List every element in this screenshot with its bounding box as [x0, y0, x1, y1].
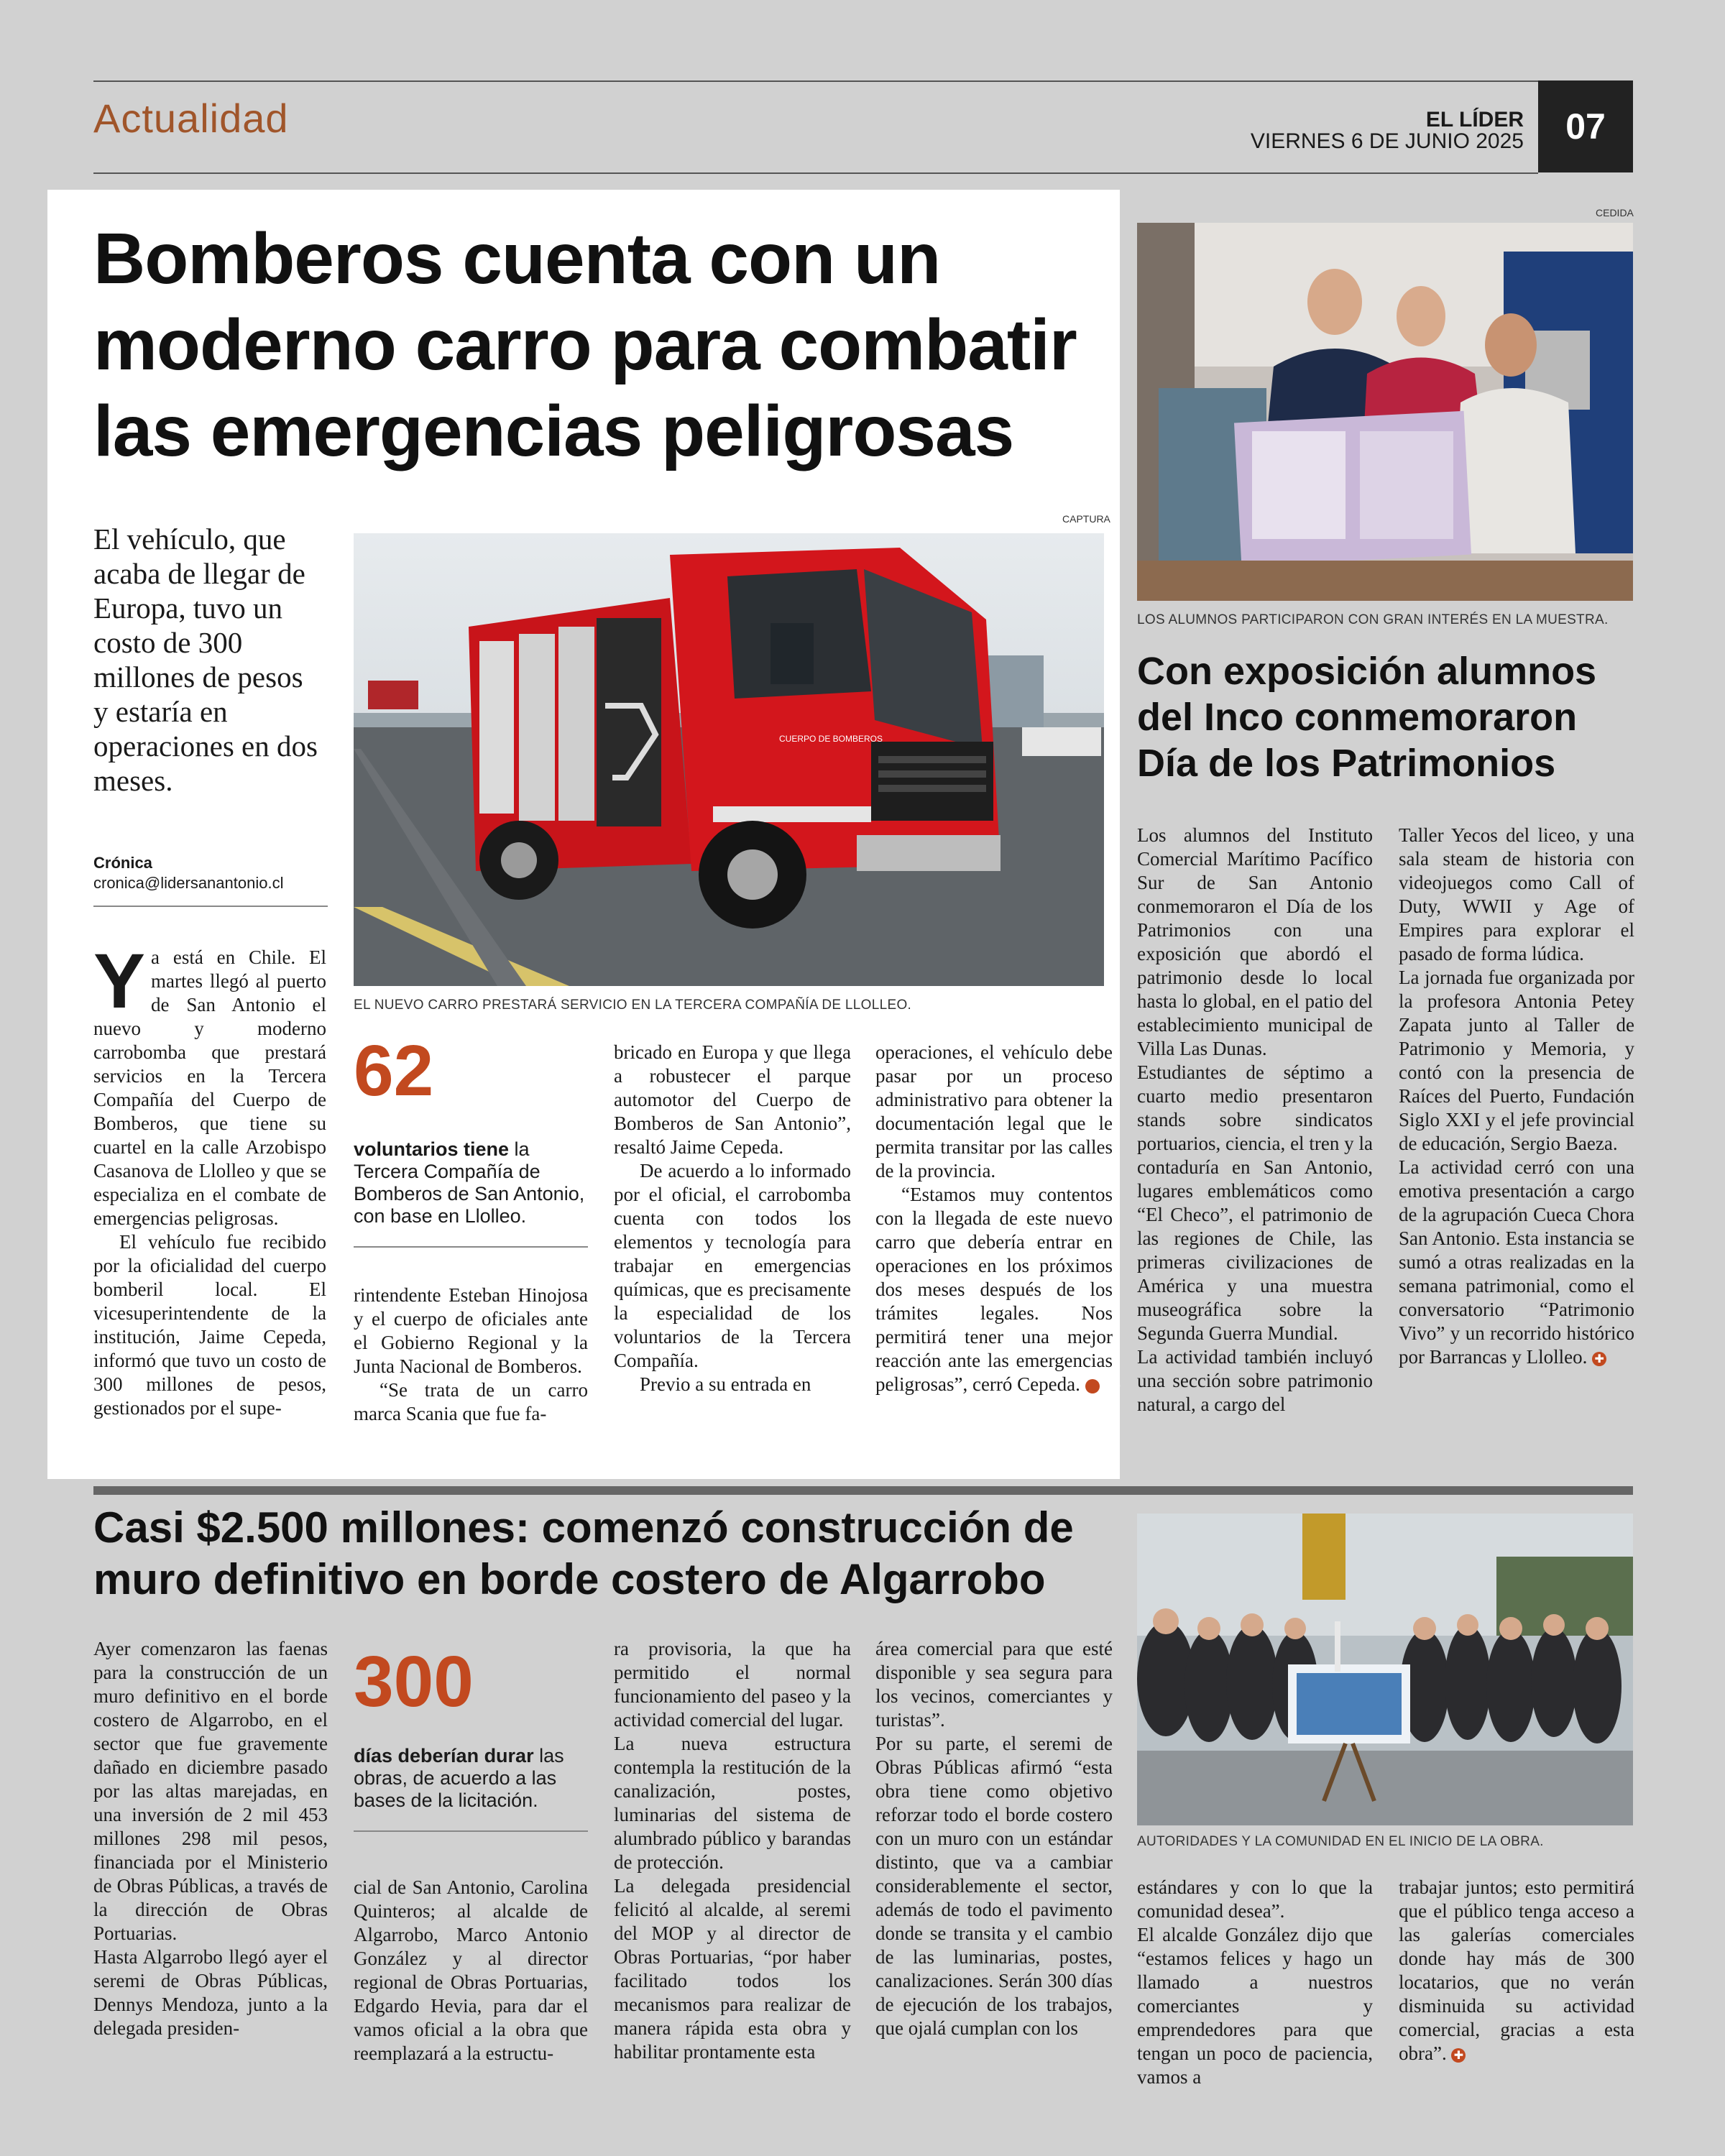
- bottom-column-3: [614, 1637, 851, 2064]
- main-col3b-text: De acuerdo a lo informado por el oficial, el carrobomba cuenta con todos los elementos y tecnología para trabajar en emergencias químicas, que es precisamente la especialidad de los voluntarios de la Tercera Compañía.: [614, 1160, 851, 1371]
- main-col4b-text: “Estamos muy contentos con la llegada de este nuevo carro que debería entrar en operaciones en los próximos dos meses después de los trámites legales. Nos permitirá tener una mejor reacción ante las emergencias peligrosas”, cerró Cepeda.: [875, 1184, 1113, 1395]
- ceremony-illustration: [1137, 1514, 1633, 1825]
- stat-bold: voluntarios tiene: [354, 1138, 510, 1160]
- bottom-col3-text: ra provisoria, la que ha permitido el normal funcionamiento del paseo y la actividad comercial del lugar.: [614, 1638, 851, 1731]
- bottom-col6-text: trabajar juntos; esto permitirá que el público tenga acceso a las galerías comerciales donde hay más de 300 locatarios, que no verán disminuida su actividad comercial, gracias a esta obra”.: [1399, 1876, 1634, 2064]
- byline-name: Crónica: [93, 854, 152, 872]
- bottom-column-5: [1137, 1876, 1373, 2089]
- side-column-1: [1137, 824, 1373, 1416]
- bottom-col3b-text: La nueva estructura contempla la restitución de la canalización, postes, luminarias del sistema de alumbrado público y barandas de protección.: [614, 1733, 851, 1873]
- main-col2b-text: “Se trata de un carro marca Scania que fue fa-: [354, 1379, 588, 1424]
- bottom-col4b-text: Por su parte, el seremi de Obras Públicas afirmó “esta obra tiene como objetivo reforzar todo el borde costero con un muro con un estándar distinto, que va a cambiar considerablemente el sector, además de todo el pavimento donde se transita y el cambio de las luminarias, postes, canalizaciones. Serán 300 días de ejecución de los trabajos, que ojalá cumplan con los: [875, 1733, 1113, 2039]
- main-column-1: [93, 937, 326, 1420]
- byline-email[interactable]: cronica@lidersanantonio.cl: [93, 874, 284, 892]
- main-col3-text: bricado en Europa y que llega a robustecer el parque automotor del Cuerpo de Bomberos de San Antonio”, resaltó Jaime Cepeda.: [614, 1041, 851, 1158]
- side-col1c-text: La actividad también incluyó una sección sobre patrimonio natural, a cargo del: [1137, 1346, 1373, 1415]
- dropcap: Y: [93, 937, 146, 1024]
- students-photo: [1137, 223, 1633, 601]
- truck-photo-caption: EL NUEVO CARRO PRESTARÁ SERVICIO EN LA TERCERA COMPAÑÍA DE LLOLLEO.: [354, 998, 912, 1013]
- side-col2-text: Taller Yecos del liceo, y una sala steam de historia con videojuegos como Call of Duty, WWII y Age of Empires para explorar el pasado de forma lúdica.: [1399, 824, 1634, 964]
- main-stat-box: [354, 1031, 588, 1248]
- issue-date: VIERNES 6 DE JUNIO 2025: [1250, 129, 1524, 153]
- bottom-col1-text: Ayer comenzaron las faenas para la construcción de un muro definitivo en el borde costero de Algarrobo, en el sector que fue gravemente dañado en diciembre pasado por las altas marejadas, en una inversión de 2 mil 453 millones 298 mil pesos, financiada por el Ministerio de Obras Públicas, a través de la dirección de Obras Portuarias.: [93, 1638, 328, 1944]
- bottom-col1b-text: Hasta Algarrobo llegó ayer el seremi de Obras Públicas, Dennys Mendoza, junto a la delegada presiden-: [93, 1946, 328, 2039]
- byline-rule: [93, 906, 328, 907]
- truck-door-text: CUERPO DE BOMBEROS: [779, 734, 883, 744]
- newspaper-name: EL LÍDER: [1425, 108, 1524, 132]
- section-divider: [93, 1486, 1633, 1495]
- side-headline: Con exposición alumnos del Inco conmemoraron Día de los Patrimonios: [1137, 650, 1597, 785]
- ceremony-photo: [1137, 1514, 1633, 1825]
- bottom-col4-text: área comercial para que esté disponible y sea segura para los vecinos, comerciantes y turistas”.: [875, 1638, 1113, 1731]
- end-mark-icon: ✚: [1085, 1379, 1100, 1393]
- side-photo-credit: CEDIDA: [1596, 207, 1634, 218]
- main-col1b-text: El vehículo fue recibido por la oficialidad del cuerpo bomberil local. El vicesuperintendente de la institución, Jaime Cepeda, informó que tuvo un costo de 300 millones de pesos, gestionados por el supe-: [93, 1231, 326, 1419]
- main-deck: El vehículo, que acaba de llegar de Europa, tuvo un costo de 300 millones de pesos y estaría en operaciones en dos meses.: [93, 522, 318, 797]
- bottom-stat-bold: días deberían durar: [354, 1745, 534, 1766]
- main-col2-text: rintendente Esteban Hinojosa y el cuerpo de oficiales ante el Gobierno Regional y la Junta Nacional de Bomberos.: [354, 1284, 588, 1377]
- bottom-stat-text: las obras, de acuerdo a las bases de la licitación.: [354, 1745, 564, 1811]
- bottom-headline: Casi $2.500 millones: comenzó construcción de muro definitivo en borde costero de Algarrobo: [93, 1503, 1074, 1603]
- section-title: Actualidad: [93, 96, 289, 141]
- end-mark-icon: ✚: [1592, 1352, 1606, 1366]
- side-col1b-text: Estudiantes de séptimo a cuarto medio presentaron stands sobre sindicatos portuarios, ciencia, el tren y la contaduría en San Antonio, lugares emblemáticos como “El Checo”, el patrimonio de las regiones de Chile, las primeras civilizaciones de América y una muestra museográfica sobre la Segunda Guerra Mundial.: [1137, 1061, 1373, 1344]
- main-column-2: [354, 1284, 588, 1426]
- bottom-column-1: [93, 1637, 328, 2040]
- header-bottom-rule: [93, 172, 1538, 174]
- side-col2c-text: La actividad cerró con una emotiva presentación a cargo de la agrupación Cueca Chora San Antonio. Esta instancia se sumó a otras realizadas en la semana patrimonial, como el conversatorio “Patrimonio Vivo” y un recorrido histórico por Barrancas y Llolleo.: [1399, 1156, 1634, 1368]
- bottom-stat-rule: [354, 1830, 588, 1832]
- side-column-2: [1399, 824, 1634, 1369]
- stat-text: la Tercera Compañía de Bomberos de San Antonio, con base en Llolleo.: [354, 1138, 585, 1227]
- main-col1-text: a está en Chile. El martes llegó al puerto de San Antonio el nuevo y moderno carrobomba que prestará servicios en la Tercera Compañía del Cuerpo de Bomberos, que tiene su cuartel en la calle Arzobispo Casanova de Llolleo y que se especializa en el combate de emergencias peligrosas.: [93, 946, 326, 1229]
- bottom-col2-text: cial de San Antonio, Carolina Quinteros; al alcalde de Algarrobo, Marco Antonio González y al director regional de Obras Portuarias, Edgardo Hevia, para dar el vamos oficial a la obra que reemplazará a la estructu-: [354, 1876, 588, 2064]
- bottom-column-2: [354, 1876, 588, 2065]
- main-column-4: [875, 1041, 1121, 1396]
- main-column-3: [614, 1041, 851, 1396]
- bottom-col5-text: estándares y con lo que la comunidad desea”.: [1137, 1876, 1373, 1922]
- page-number: 07: [1538, 80, 1633, 172]
- main-col4-text: operaciones, el vehículo debe pasar por un proceso administrativo para obtener la documentación legal que le permita transitar por las calles de la provincia.: [875, 1041, 1113, 1181]
- ceremony-photo-caption: AUTORIDADES Y LA COMUNIDAD EN EL INICIO DE LA OBRA.: [1137, 1834, 1544, 1849]
- photo-credit: CAPTURA: [1062, 513, 1110, 525]
- stat-number: 62: [354, 1031, 434, 1111]
- bottom-stat-number: 300: [354, 1641, 474, 1722]
- side-col1-text: Los alumnos del Instituto Comercial Marítimo Pacífico Sur de San Antonio conmemoraron el Día de los Patrimonios con una exposición que abordó el patrimonio desde lo local hasta lo global, en el patio del establecimiento municipal de Villa Las Dunas.: [1137, 824, 1373, 1059]
- bottom-col5b-text: El alcalde González dijo que “estamos felices y hago un llamado a nuestros comerciantes y emprendedores para que tengan un poco de paciencia, vamos a: [1137, 1924, 1373, 2088]
- truck-photo: [354, 533, 1104, 986]
- main-headline: Bomberos cuenta con un moderno carro para combatir las emergencias peligrosas: [93, 218, 1077, 471]
- students-photo-caption: LOS ALUMNOS PARTICIPARON CON GRAN INTERÉS EN LA MUESTRA.: [1137, 612, 1609, 627]
- end-mark-icon: ✚: [1451, 2048, 1466, 2063]
- bottom-column-4: [875, 1637, 1113, 2040]
- bottom-col3c-text: La delegada presidencial felicitó al alcalde, al seremi del MOP y al director de Obras Portuarias, “por haber facilitado todos los mecanismos para realizar de manera rápida esta obra y habilitar prontamente esta: [614, 1875, 851, 2063]
- main-col3c-text: Previo a su entrada en: [640, 1373, 811, 1395]
- side-col2b-text: La jornada fue organizada por la profesora Antonia Petey Zapata junto al Taller de Patrimonio y Memoria, y contó con la presencia de Raíces del Puerto, Fundación Siglo XXI y el jefe provincial de educación, Sergio Baeza.: [1399, 967, 1634, 1154]
- truck-illustration: [354, 533, 1104, 986]
- bottom-stat-box: [354, 1641, 588, 1832]
- top-rule: [93, 80, 1538, 82]
- bottom-column-6: [1399, 1876, 1634, 2065]
- stat-rule: [354, 1246, 588, 1248]
- students-illustration: [1137, 223, 1633, 601]
